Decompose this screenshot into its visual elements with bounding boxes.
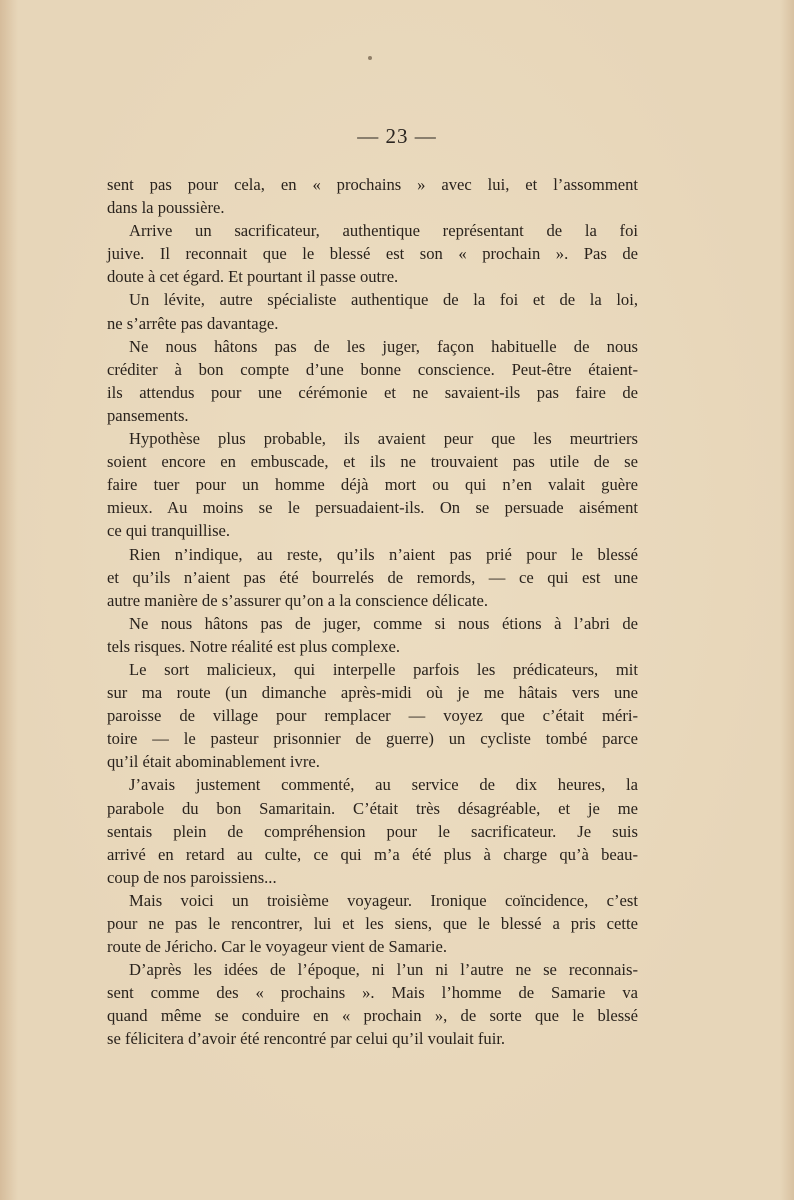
paragraph — [107, 889, 638, 958]
text-line: se félicitera d’avoir été rencontré par celui qu’il voulait fuir. — [107, 1029, 506, 1049]
text-line: sent pas pour cela, en « prochains » avec lui, et l’assomment — [107, 175, 638, 194]
text-line: ne s’arrête pas davantage. — [107, 313, 279, 333]
text-line: Hypothèse plus probable, ils avaient peur que les meurtriers — [129, 429, 638, 449]
paragraph — [107, 335, 638, 427]
paper-speck — [368, 56, 372, 60]
text-line: soient encore en embuscade, et ils ne trouvaient pas utile de se — [107, 452, 638, 472]
paragraph — [107, 773, 638, 888]
text-line: Ne nous hâtons pas de juger, comme si nous étions à l’abri de — [129, 613, 638, 633]
paragraph — [107, 427, 638, 542]
text-line: Ne nous hâtons pas de les juger, façon habituelle de nous — [129, 336, 638, 356]
text-line: sentais plein de compréhension pour le sacrificateur. Je suis — [107, 821, 638, 841]
text-line: pansements. — [107, 405, 189, 425]
text-line: qu’il était abominablement ivre. — [107, 752, 320, 772]
text-line: parabole du bon Samaritain. C’était très désagréable, et je me — [107, 798, 638, 818]
page-number: — 23 — — [357, 124, 437, 148]
text-line: juive. Il reconnait que le blessé est son « prochain ». Pas de — [107, 244, 638, 264]
text-line: D’après les idées de l’époque, ni l’un ni l’autre ne se reconnais- — [129, 960, 638, 980]
text-line: sur ma route (un dimanche après-midi où je me hâtais vers une — [107, 683, 638, 703]
text-line: J’avais justement commenté, au service de dix heures, la — [129, 775, 638, 795]
paragraph — [107, 288, 638, 334]
text-line: autre manière de s’assurer qu’on a la conscience délicate. — [107, 590, 488, 610]
text-line: Un lévite, autre spécialiste authentique de la foi et de la loi, — [129, 290, 638, 310]
text-line: sent comme des « prochains ». Mais l’homme de Samarie va — [107, 983, 638, 1003]
text-line: dans la poussière. — [107, 198, 225, 218]
text-line: paroisse de village pour remplacer — voyez que c’était méri- — [107, 706, 638, 726]
body-text — [107, 173, 638, 1051]
paragraph — [107, 958, 638, 1050]
text-line: faire tuer pour un homme déjà mort ou qui n’en valait guère — [107, 475, 638, 495]
text-line: Le sort malicieux, qui interpelle parfois les prédicateurs, mit — [129, 659, 638, 679]
text-line: créditer à bon compte d’une bonne conscience. Peut-être étaient- — [107, 359, 638, 379]
text-line: Mais voici un troisième voyageur. Ironique coïncidence, c’est — [129, 890, 638, 910]
text-line: Arrive un sacrificateur, authentique représentant de la foi — [129, 221, 638, 241]
paragraph — [107, 612, 638, 658]
text-line: et qu’ils n’aient pas été bourrelés de remords, — ce qui est une — [107, 567, 638, 587]
paragraph — [107, 658, 638, 773]
text-line: coup de nos paroissiens... — [107, 867, 277, 887]
paragraph — [107, 173, 638, 219]
paragraph — [107, 543, 638, 612]
text-line: pour ne pas le rencontrer, lui et les siens, que le blessé a pris cette — [107, 914, 638, 933]
paragraph — [107, 219, 638, 288]
text-line: arrivé en retard au culte, ce qui m’a été plus à charge qu’à beau- — [107, 844, 638, 864]
text-line: doute à cet égard. Et pourtant il passe outre. — [107, 267, 399, 287]
text-line: toire — le pasteur prisonnier de guerre) un cycliste tombé parce — [107, 729, 638, 749]
text-line: ils attendus pour une cérémonie et ne savaient-ils pas faire de — [107, 382, 638, 402]
text-line: tels risques. Notre réalité est plus complexe. — [107, 636, 401, 656]
text-line: mieux. Au moins se le persuadaient-ils. On se persuade aisément — [107, 498, 638, 518]
text-line: ce qui tranquillise. — [107, 521, 231, 541]
text-line: route de Jéricho. Car le voyageur vient de Samarie. — [107, 937, 448, 957]
text-line: Rien n’indique, au reste, qu’ils n’aient pas prié pour le blessé — [129, 544, 638, 564]
text-line: quand même se conduire en « prochain », de sorte que le blessé — [107, 1006, 638, 1026]
